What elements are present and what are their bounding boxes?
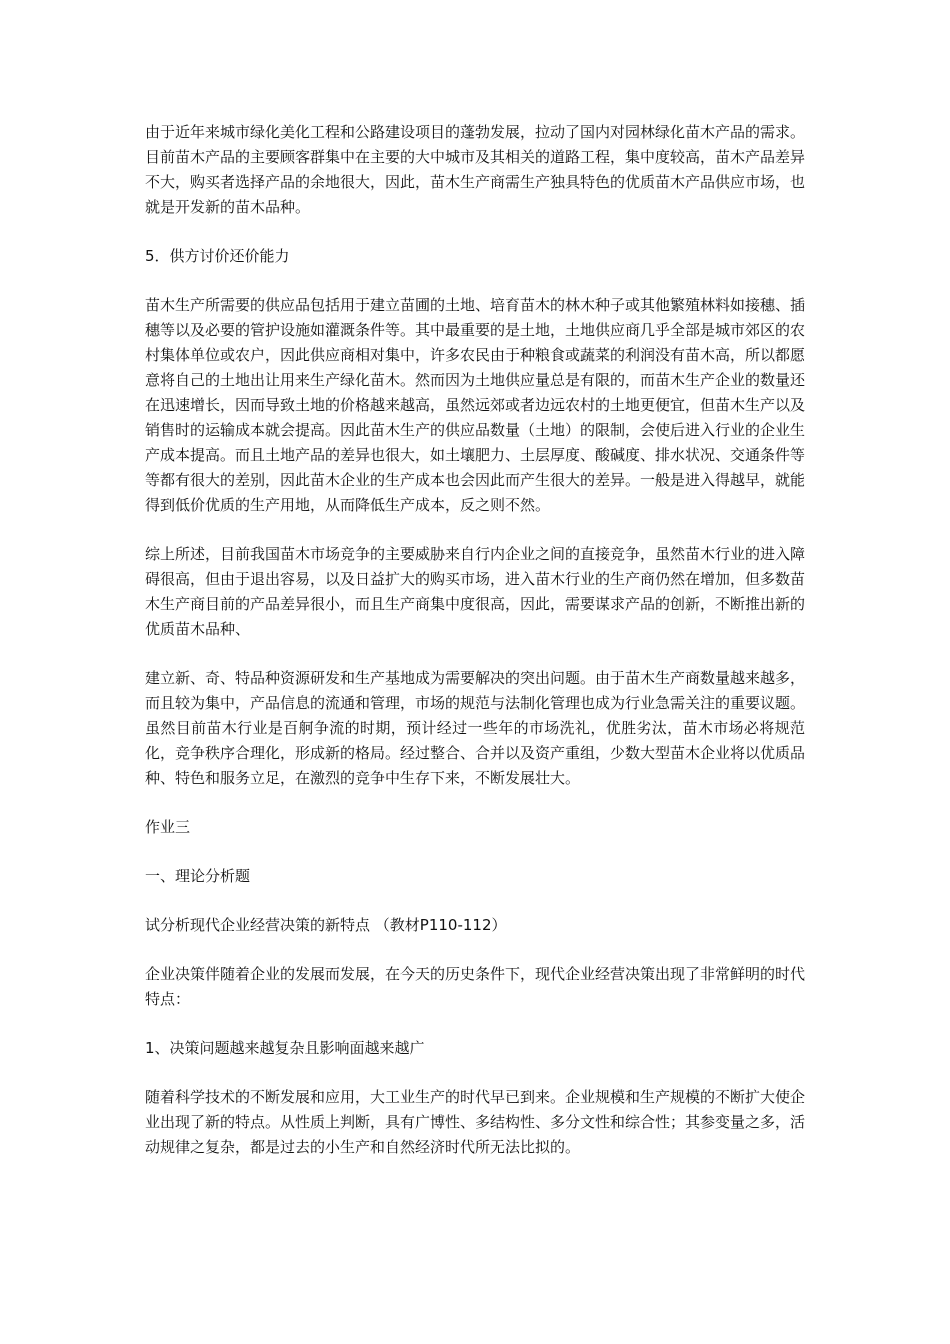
paragraph-summary: 综上所述，目前我国苗木市场竞争的主要威胁来自行内企业之间的直接竞争，虽然苗木行业的进入障碍很高，但由于退出容易，以及日益扩大的购买市场，进入苗木行业的生产商仍然在增加，但多数苗木生产商目前的产品差异很小，而且生产商集中度很高，因此，需要谋求产品的创新，不断推出新的优质苗木品种、 xyxy=(145,545,806,638)
question-text: 试分析现代企业经营决策的新特点 （教材P110-112） xyxy=(145,916,507,934)
document-page xyxy=(145,120,805,1184)
subheading-complexity: 1、决策问题越来越复杂且影响面越来越广 xyxy=(145,1039,425,1057)
section-heading-theory: 一、理论分析题 xyxy=(145,867,251,885)
paragraph-complexity: 随着科学技术的不断发展和应用，大工业生产的时代早已到来。企业规模和生产规模的不断扩大使企业出现了新的特点。从性质上判断，具有广博性、多结构性、多分文性和综合性；其参变量之多，活动规律之复杂，都是过去的小生产和自然经济时代所无法比拟的。 xyxy=(145,1088,806,1156)
paragraph-decision-intro: 企业决策伴随着企业的发展而发展，在今天的历史条件下，现代企业经营决策出现了非常鲜明的时代特点： xyxy=(145,965,806,1008)
assignment-title: 作业三 xyxy=(145,818,191,836)
paragraph-new-varieties: 建立新、奇、特品种资源研发和生产基地成为需要解决的突出问题。由于苗木生产商数量越来越多，而且较为集中，产品信息的流通和管理，市场的规范与法制化管理也成为行业急需关注的重要议题。虽然目前苗木行业是百舸争流的时期，预计经过一些年的市场洗礼，优胜劣汰，苗木市场必将规范化，竞争秩序合理化，形成新的格局。经过整合、合并以及资产重组，少数大型苗木企业将以优质品种、特色和服务立足，在激烈的竞争中生存下来，不断发展壮大。 xyxy=(145,669,806,787)
paragraph-customer-demand: 由于近年来城市绿化美化工程和公路建设项目的蓬勃发展，拉动了国内对园林绿化苗木产品的需求。目前苗木产品的主要顾客群集中在主要的大中城市及其相关的道路工程，集中度较高，苗木产品差异不大，购买者选择产品的余地很大，因此，苗木生产商需生产独具特色的优质苗木产品供应市场，也就是开发新的苗木品种。 xyxy=(145,123,806,216)
section-heading-supplier-bargaining: 5．供方讨价还价能力 xyxy=(145,247,290,265)
paragraph-supplier-land: 苗木生产所需要的供应品包括用于建立苗圃的土地、培育苗木的林木种子或其他繁殖林料如接穗、插穗等以及必要的管护设施如灌溉条件等。其中最重要的是土地，土地供应商几乎全部是城市郊区的农村集体单位或农户，因此供应商相对集中，许多农民由于种粮食或蔬菜的利润没有苗木高，所以都愿意将自己的土地出让用来生产绿化苗木。然而因为土地供应量总是有限的，而苗木生产企业的数量还在迅速增长，因而导致土地的价格越来越高，虽然远郊或者边远农村的土地更便宜，但苗木生产以及销售时的运输成本就会提高。因此苗木生产的供应品数量（土地）的限制，会使后进入行业的企业生产成本提高。而且土地产品的差异也很大，如土壤肥力、土层厚度、酸碱度、排水状况、交通条件等等都有很大的差别，因此苗木企业的生产成本也会因此而产生很大的差异。一般是进入得越早，就能得到低价优质的生产用地，从而降低生产成本，反之则不然。 xyxy=(145,296,806,514)
